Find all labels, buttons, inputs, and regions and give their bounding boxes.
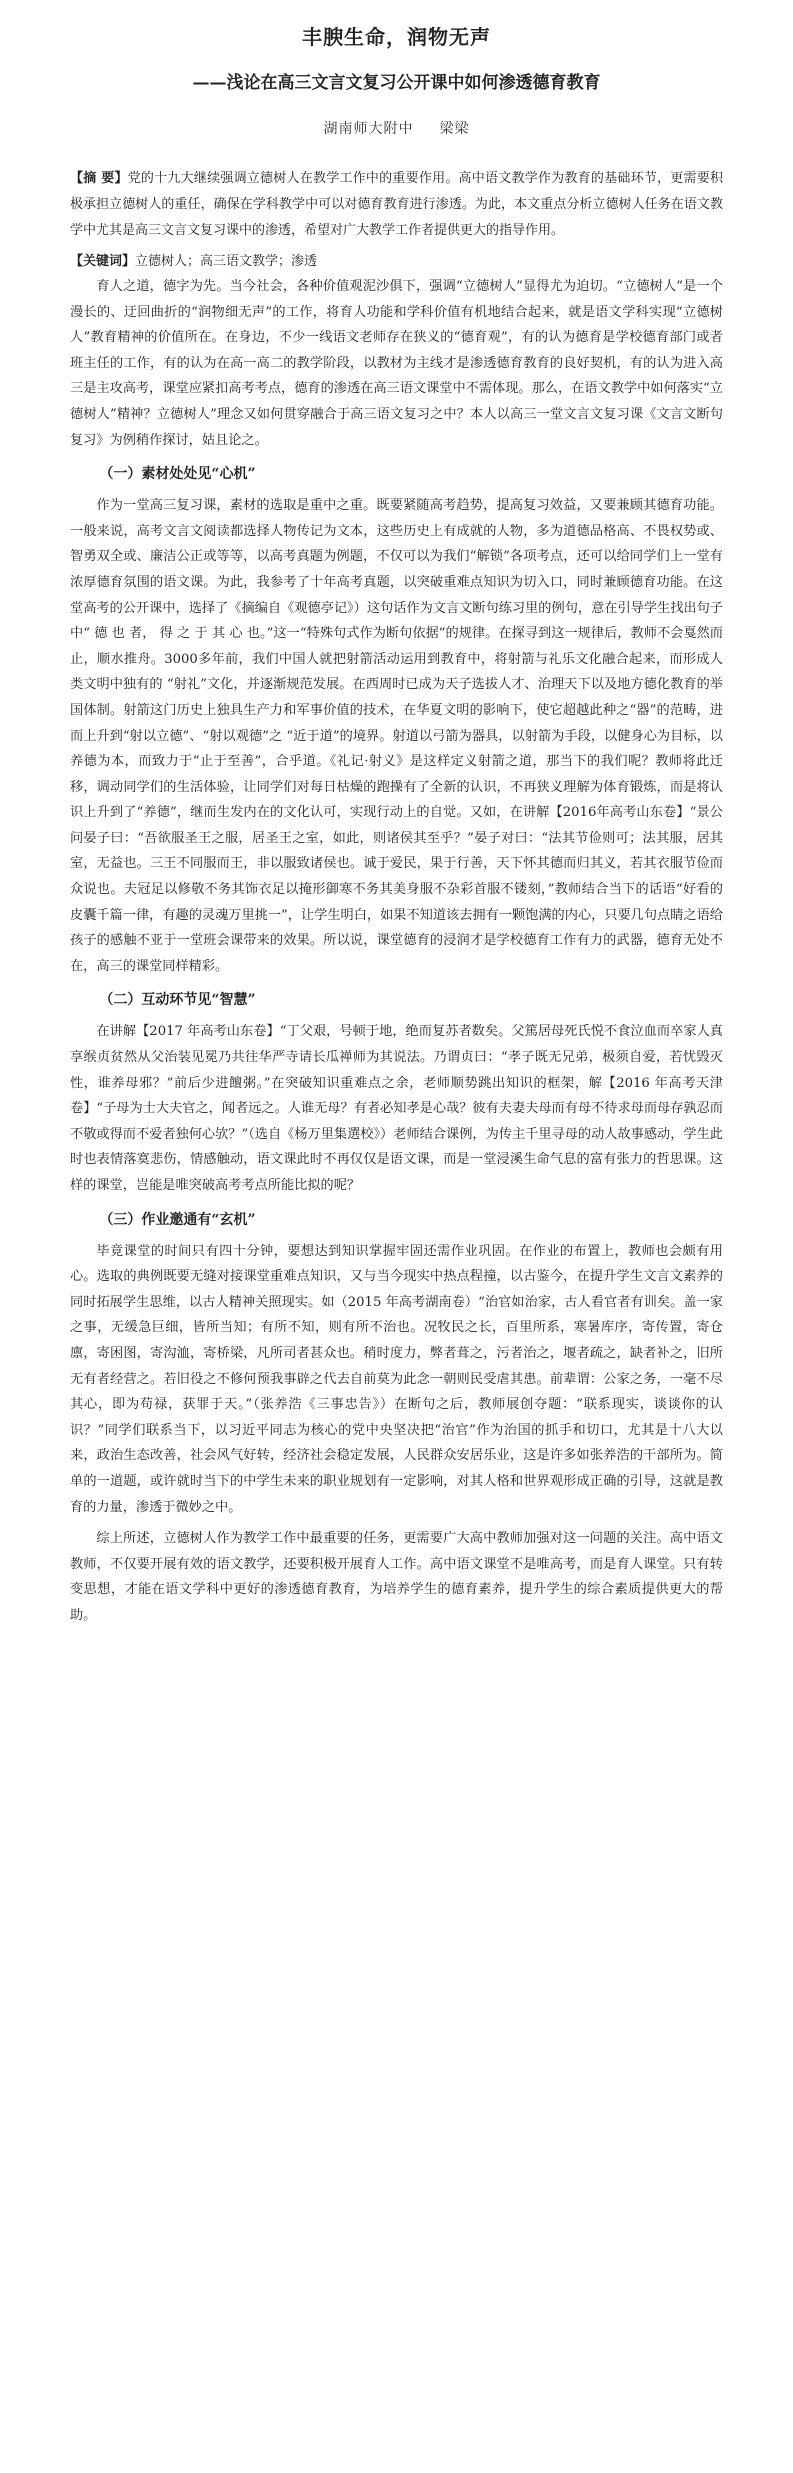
author-name: 梁梁 — [439, 121, 470, 137]
section-2-title: （二）互动环节见“智慧” — [99, 992, 256, 1009]
section-3-paragraph: 毕竟课堂的时间只有四十分钟，要想达到知识掌握牢固还需作业巩固。在作业的布置上，教师也会颇有用心。选取的典例既要无缝对接课堂重难点知识，又与当今现实中热点程撞，以古鉴今，在提升学生文言文素养的同时拓展学生思维，以古人精神关照现实。如（2015 年高考湖南卷）“治官如治家，古人看官者有训矣。盖一家之事，无缓急巨细，皆所当知；有所不知，则有所不治也。况牧民之长，百里所系，寒暑库序，寄传置，寄仓廪，寄困图，寄沟洫，寄桥梁，凡所司者甚众也。稍时度力，弊者葺之，污者治之，堰者疏之，缺者补之，旧所无有者经营之。若旧役之不修何预我事辟之代去自前莫为此念一朝则民受虐其患。前辈谓：公家之务，一毫不尽其心，即为苟禄，获罪于天。”（张养浩《三事忠告》）在断句之后，教师展创夺题：“联系现实，谈谈你的认识？”同学们联系当下，以习近平同志为核心的党中央坚决把“治官”作为治国的抓手和切口，尤其是十八大以来，政治生态改善，社会风气好转，经济社会稳定发展，人民群众安居乐业，这是许多如张养浩的干部所为。简单的一道题，或许就时当下的中学生未来的职业规划有一定影响，对其人格和世界观形成正确的引导，这就是教育的力量，渗透于微妙之中。 — [70, 1243, 723, 1515]
abstract — [70, 166, 723, 244]
keywords-label: 【关键词】 — [70, 254, 136, 269]
keywords-text: 立德树人；高三语文教学；渗透 — [135, 254, 318, 269]
section-1-title: （一）素材处处见“心机” — [99, 466, 256, 483]
author-school: 湖南师大附中 — [323, 121, 414, 137]
abstract-label: 【摘 要】 — [70, 171, 128, 186]
conclusion-paragraph: 综上所述，立德树人作为教学工作中最重要的任务，更需要广大高中教师加强对这一问题的关注。高中语文教师，不仅要开展有效的语文教学，还要积极开展育人工作。高中语文课堂不是唯高考，而是育人课堂。只有转变思想，才能在语文学科中更好的渗透德育教育，为培养学生的德育素养，提升学生的综合素质提供更大的帮助。 — [70, 1531, 723, 1623]
section-2-paragraph: 在讲解【2017 年高考山东卷】“丁父艰，号顿于地，绝而复苏者数矣。父篤居母死氏悦不食泣血而卒家人真享缑贞贫然从父治装见冕乃共往华严寺请长瓜禅师为其说法。乃谓贞曰：“孝子既无兄弟，极须自爱，若忧毁灭性，谁养母邪？”前后少进饘粥。”在突破知识重难点之余，老师顺势跳出知识的框架，解【2016 年高考天津卷】“子母为士大夫官之，闻者远之。人谁无母？有者必知孝是心哉？彼有夫妻夫母而有母不待求母而母存孰忍而不敬或得而不爱者独何心欤？”（选自《杨万里集選校》）老师结合课例，为传主千里寻母的动人故事感动，学生此时也表情落寞悲伤，情感触动，语文课此时不再仅仅是语文课，而是一堂浸溪生命气息的富有张力的哲思课。这样的课堂，岂能是唯突破高考考点所能比拟的呢？ — [70, 1024, 723, 1193]
page-title: 丰腴生命，润物无声 — [302, 25, 491, 49]
page-subtitle: ——浅论在高三文言文复习公开课中如何渗透德育教育 — [192, 73, 601, 93]
section-3-title: （三）作业邀通有“玄机” — [99, 1211, 256, 1228]
article-body — [70, 274, 723, 1629]
author-line — [70, 118, 723, 140]
abstract-text: 党的十九大继续强调立德树人在教学工作中的重要作用。高中语文教学作为教育的基础环节，更需要积极承担立德树人的重任，确保在学科教学中可以对德育教育进行渗透。为此，本文重点分析立德树人任务在语文教学中尤其是高三文言文复习课中的渗透，希望对广大教学工作者提供更大的指导作用。 — [70, 171, 723, 238]
section-1-paragraph: 作为一堂高三复习课，素材的选取是重中之重。既要紧随高考趋势，提高复习效益，又要兼顾其德育功能。一般来说，高考文言文阅读都选择人物传记为文本，这些历史上有成就的人物，多为道德品格高、不畏权势或、智勇双全或、廉洁公正或等等，以高考真题为例题，不仅可以为我们“解锁”各项考点，还可以给同学们上一堂有浓厚德育氛围的语文课。为此，我参考了十年高考真题，以突破重难点知识为切入口，同时兼顾德育功能。在这堂高考的公开课中，选择了《摘编自《观德亭记》）这句话作为文言文断句练习里的例句，意在引导学生找出句子中“ 德 也 者， 得 之 于 其 心 也。”这一“特殊句式作为断句依据”的规律。在探寻到这一规律后，教师不会戛然而止，顺水推舟。3000多年前，我们中国人就把射箭活动运用到教育中，将射箭与礼乐文化融合起来，而形成人类文明中独有的 “射礼”文化，并逐渐规范发展。在西周时已成为天子选拔人才、治理天下以及地方德化教育的举国体制。射箭这门历史上独具生产力和军事价值的技术，在华夏文明的影响下，使它超越此种之“器”的范畴，进而上升到“射以立德”、“射以观德”之 “近于道”的境界。射道以弓箭为器具，以射箭为手段，以健身心为目标，以养德为本，而致力于“止于至善”，合乎道。《礼记·射义》是这样定义射箭之道，那当下的我们呢？教师将此迁移，调动同学们的生活体验，让同学们对每日枯燥的跑操有了全新的认识，不再狭义理解为体育锻炼，而是将认识上升到了“养德”，继而生发内在的文化认可，实现行动上的自觉。又如，在讲解【2016年高考山东卷】“景公问晏子曰：“吾欲服圣王之服，居圣王之室，如此，则诸侯其至乎？”晏子对曰：“法其节俭则可；法其服，居其室，无益也。三王不同服而王，非以服致诸侯也。诚于爱民，果于行善，天下怀其德而归其义，若其衣服节俭而众说也。夫冠足以修敬不务其饰衣足以掩形御寒不务其美身服不杂彩首服不镂刻，”教师结合当下的话语“好看的皮囊千篇一律，有趣的灵魂万里挑一”，让学生明白，如果不知道该去拥有一颗饱满的内心，只要几句点睛之语给孩子的感触不亚于一堂班会课带来的效果。所以说，课堂德育的浸润才是学校德育工作有力的武器，德育无处不在，高三的课堂同样精彩。 — [70, 498, 723, 974]
intro-paragraph: 育人之道，德字为先。当今社会，各种价值观泥沙俱下，强调“立德树人”显得尤为迫切。“立德树人”是一个漫长的、迂回曲折的“润物细无声”的工作，将育人功能和学科价值有机地结合起来，就是语文学科实现“立德树人”教育精神的价值所在。在身边，不少一线语文老师存在狭义的“德育观”，有的认为德育是学校德育部门或者班主任的工作，有的认为在高一高二的教学阶段，以教材为主线才是渗透德育教育的良好契机，有的认为进入高三是主攻高考，课堂应紧扣高考考点，德育的渗透在高三语文课堂中不需体现。那么，在语文教学中如何落实“立德树人”精神？立德树人”理念又如何贯穿融合于高三语文复习之中？本人以高三一堂文言文复习课《文言文断句复习》为例稍作探讨，姑且论之。 — [70, 279, 723, 448]
keywords — [70, 250, 723, 274]
